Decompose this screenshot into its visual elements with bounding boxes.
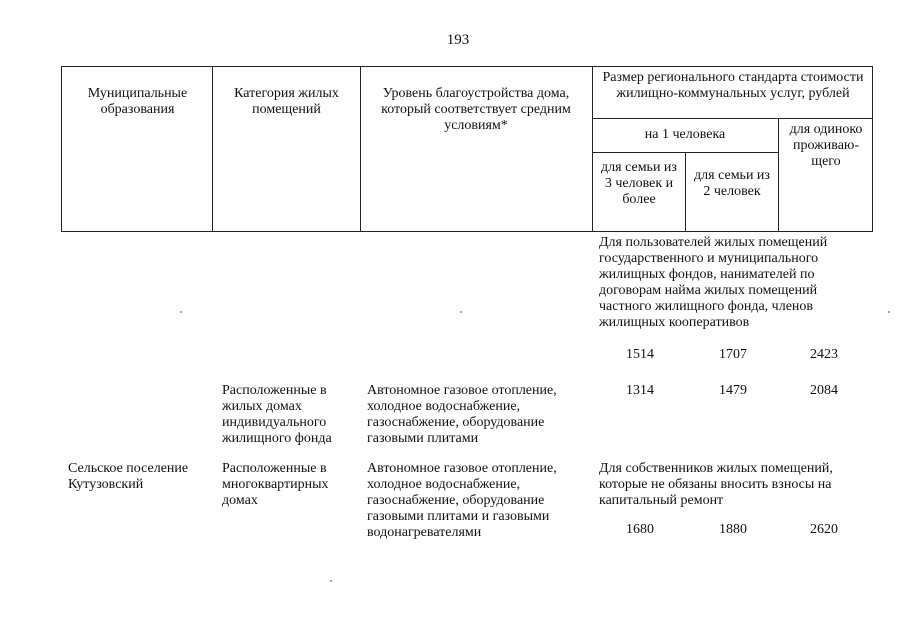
- header-single: для одиноко проживаю-щего: [789, 122, 863, 169]
- header-standard: Размер регионального стандарта стоимости жилищно-коммунальных услуг, рублей: [602, 70, 864, 101]
- row2-value-family3: 1314: [626, 383, 654, 398]
- scan-speck: [888, 311, 890, 313]
- row3-category: Расположенные в многоквартирных домах: [222, 461, 329, 508]
- row3-value-family2: 1880: [719, 522, 747, 537]
- page-number: 193: [446, 32, 470, 48]
- row2-category: Расположенные в жилых домах индивидуального жилищного фонда: [222, 383, 332, 446]
- row3-value-single: 2620: [810, 522, 838, 537]
- header-divider: [685, 152, 686, 232]
- header-divider: [592, 118, 873, 119]
- row2-value-family2: 1479: [719, 383, 747, 398]
- header-category: Категория жилых помещений: [234, 86, 339, 117]
- header-family3: для семьи из 3 человек и более: [601, 160, 677, 207]
- scan-speck: [330, 580, 332, 582]
- row2-value-single: 2084: [810, 383, 838, 398]
- row1-note: Для пользователей жилых помещений государственного и муниципального жилищных фондов, нанимателей по договорам найма жилых помещений частного жилищного фонда, членов жилищных кооперативов: [599, 235, 828, 330]
- row2-level: Автономное газовое отопление, холодное водоснабжение, газоснабжение, оборудование газовыми плитами: [367, 383, 557, 446]
- row3-note: Для собственников жилых помещений, которые не обязаны вносить взносы на капитальный ремонт: [599, 461, 833, 508]
- row3-level: Автономное газовое отопление, холодное водоснабжение, газоснабжение, оборудование газовыми плитами и газовыми водонагревателями: [367, 461, 557, 540]
- header-per-person: на 1 человека: [644, 127, 726, 142]
- scan-speck: [180, 311, 182, 313]
- row3-value-family3: 1680: [626, 522, 654, 537]
- row1-value-family2: 1707: [719, 347, 747, 362]
- header-municipal: Муниципальные образования: [87, 86, 188, 117]
- row1-value-family3: 1514: [626, 347, 654, 362]
- header-divider: [592, 66, 593, 232]
- row1-value-single: 2423: [810, 347, 838, 362]
- scan-speck: [460, 311, 462, 313]
- header-divider: [778, 118, 779, 232]
- header-divider: [212, 66, 213, 232]
- header-family2: для семьи из 2 человек: [694, 168, 770, 199]
- header-level: Уровень благоустройства дома, который соответствует средним условиям*: [381, 86, 571, 133]
- row3-municipal: Сельское поселение Кутузовский: [68, 461, 189, 492]
- header-divider: [360, 66, 361, 232]
